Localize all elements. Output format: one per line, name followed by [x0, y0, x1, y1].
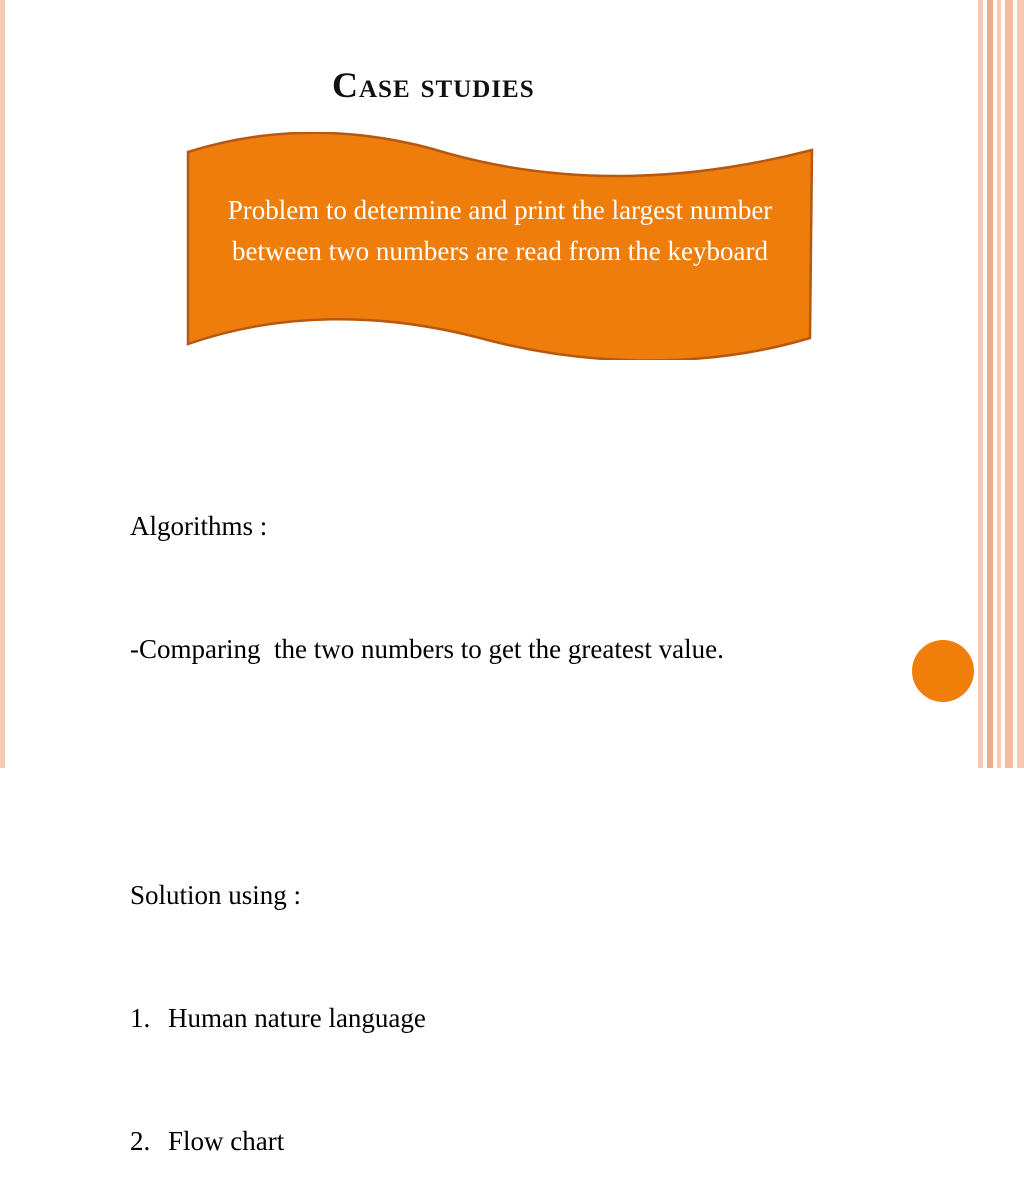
- slide-title: Case studies: [332, 65, 535, 105]
- list-number: 2.: [130, 1126, 151, 1156]
- border-stripe: [997, 0, 1001, 768]
- list-text: Human nature language: [168, 1003, 426, 1033]
- wave-banner: [180, 132, 820, 360]
- blank-line: [130, 752, 930, 793]
- algorithms-line: -Comparing the two numbers to get the greatest value.: [130, 634, 724, 664]
- solution-heading: Solution using :: [130, 880, 302, 910]
- list-number: 1.: [130, 1003, 151, 1033]
- border-stripe: [1017, 0, 1024, 768]
- border-stripe: [1005, 0, 1013, 768]
- body-text: [130, 424, 930, 1203]
- banner-text: Problem to determine and print the largest number between two numbers are read from the keyboard: [227, 195, 773, 266]
- list-item: [130, 1121, 930, 1162]
- list-text: Flow chart: [168, 1126, 285, 1156]
- algorithms-heading: Algorithms :: [130, 511, 268, 541]
- right-border-stripes: [978, 0, 1024, 768]
- left-border-strip: [0, 0, 5, 768]
- border-stripe: [987, 0, 993, 768]
- list-item: [130, 998, 930, 1039]
- border-stripe: [978, 0, 983, 768]
- orange-circle-decoration: [912, 640, 974, 702]
